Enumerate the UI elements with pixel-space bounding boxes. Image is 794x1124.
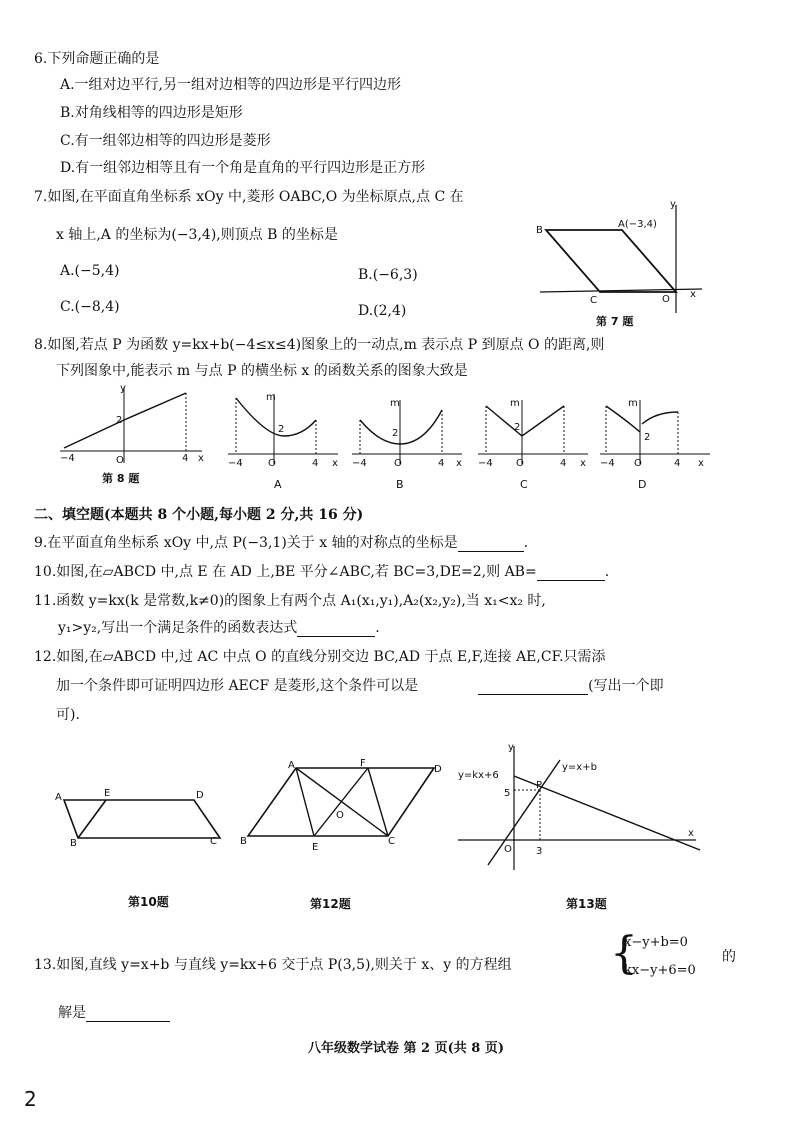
svg-text:O: O: [268, 458, 276, 469]
svg-text:C: C: [388, 836, 395, 847]
fig12: [238, 754, 458, 910]
q7-figure: [530, 195, 710, 330]
line-y-kx-b: [64, 393, 186, 448]
svg-text:3: 3: [536, 846, 543, 857]
svg-text:−4: −4: [60, 453, 75, 464]
q11-line1: 11.函数 y=kx(k 是常数,k≠0)的图象上有两个点 A₁(x₁,y₁),A₂(x₂,y₂),当 x₁<x₂ 时,: [34, 593, 546, 609]
section2-title: 二、填空题(本题共 8 个小题,每小题 2 分,共 16 分): [34, 507, 364, 523]
svg-text:E: E: [104, 788, 111, 799]
q8-graph-a: [226, 390, 341, 490]
fig10-caption: 第10题: [128, 895, 169, 909]
svg-text:P: P: [536, 780, 543, 791]
q7-option-d: D.(2,4): [358, 303, 407, 319]
q7-line1: 7.如图,在平面直角坐标系 xOy 中,菱形 OABC,O 为坐标原点,点 C 在: [34, 189, 464, 205]
svg-text:m: m: [628, 398, 638, 409]
fig13-caption: 第13题: [566, 897, 607, 911]
svg-text:B: B: [70, 838, 77, 849]
q13-eq2: kx−y+6=0: [624, 963, 696, 978]
q9-answer-blank[interactable]: [458, 537, 524, 552]
svg-text:y: y: [120, 383, 126, 394]
q8-graph-c: [476, 396, 591, 491]
q8-caption-c: C: [520, 478, 528, 491]
q12-line1: 12.如图,在▱ABCD 中,过 AC 中点 O 的直线分别交边 BC,AD 于点 E,F,连接 AE,CF.只需添: [34, 649, 606, 665]
svg-text:D: D: [434, 764, 442, 775]
svg-text:4: 4: [182, 453, 189, 464]
q6-stem: 6.下列命题正确的是: [34, 51, 160, 67]
fig12-caption: 第12题: [310, 897, 351, 911]
svg-text:m: m: [266, 392, 276, 403]
svg-text:−4: −4: [600, 458, 615, 469]
q8-caption-main: 第 8 题: [102, 472, 140, 485]
q13-text: 13.如图,直线 y=x+b 与直线 y=kx+6 交于点 P(3,5),则关于 x、y 的方程组: [34, 957, 512, 973]
q13-answer-line: 解是: [58, 1004, 170, 1022]
q8-caption-d: D: [638, 478, 647, 491]
q13-eq1: x−y+b=0: [624, 935, 688, 950]
svg-text:2: 2: [392, 428, 399, 439]
svg-text:A: A: [55, 792, 62, 803]
q11-answer-blank[interactable]: [297, 622, 375, 637]
svg-text:y: y: [508, 742, 514, 753]
q11-line2: y₁>y₂,写出一个满足条件的函数表达式 .: [58, 620, 380, 636]
page-footer: 八年级数学试卷 第 2 页(共 8 页): [308, 1041, 505, 1056]
svg-text:2: 2: [116, 415, 123, 426]
q7-option-a: A.(−5,4): [60, 263, 120, 279]
svg-text:4: 4: [438, 458, 445, 469]
q7-option-c: C.(−8,4): [60, 299, 120, 315]
svg-text:C: C: [210, 836, 217, 847]
q13-tail: 的: [722, 949, 736, 965]
line-y-x-b: [488, 760, 560, 865]
q6-option-b: B.对角线相等的四边形是矩形: [60, 105, 243, 121]
q8-graph-d: [598, 396, 713, 491]
q7-label-c: C: [590, 295, 597, 306]
svg-text:2: 2: [278, 424, 285, 435]
q8-graph-main: [58, 383, 208, 488]
svg-text:−4: −4: [478, 458, 493, 469]
svg-text:4: 4: [312, 458, 319, 469]
svg-text:y=x+b: y=x+b: [562, 762, 597, 773]
svg-text:F: F: [360, 758, 366, 769]
svg-text:y=kx+6: y=kx+6: [458, 770, 499, 781]
q9: 9.在平面直角坐标系 xOy 中,点 P(−3,1)关于 x 轴的对称点的坐标是 .: [34, 535, 529, 551]
q7-label-a: A(−3,4): [618, 219, 657, 230]
svg-text:x: x: [698, 458, 704, 469]
svg-text:x: x: [580, 458, 586, 469]
q8-line2: 下列图象中,能表示 m 与点 P 的横坐标 x 的函数关系的图象大致是: [56, 363, 468, 379]
rhombus-oabc: [546, 230, 676, 292]
svg-text:O: O: [394, 458, 402, 469]
svg-text:4: 4: [560, 458, 567, 469]
q7-caption: 第 7 题: [596, 315, 634, 328]
q7-label-b: B: [536, 225, 543, 236]
q10-answer-blank[interactable]: [537, 566, 605, 581]
q7-option-b: B.(−6,3): [358, 267, 418, 283]
svg-text:E: E: [312, 842, 319, 853]
svg-text:D: D: [196, 790, 204, 801]
q13-brace: {: [610, 928, 638, 979]
svg-text:O: O: [634, 458, 642, 469]
q8-graph-b: [350, 396, 465, 491]
svg-text:O: O: [516, 458, 524, 469]
svg-text:x: x: [332, 458, 338, 469]
svg-text:O: O: [336, 810, 344, 821]
svg-text:2: 2: [514, 422, 521, 433]
q10: 10.如图,在▱ABCD 中,点 E 在 AD 上,BE 平分∠ABC,若 BC=3,DE=2,则 AB= .: [34, 564, 610, 580]
svg-text:O: O: [504, 844, 512, 855]
q12-answer-blank[interactable]: [478, 680, 588, 695]
q13-answer-blank[interactable]: [86, 1007, 170, 1022]
q12-line3: 可).: [56, 707, 80, 723]
svg-text:A: A: [288, 760, 295, 771]
svg-text:x: x: [456, 458, 462, 469]
svg-text:x: x: [688, 828, 694, 839]
q6-option-c: C.有一组邻边相等的四边形是菱形: [60, 133, 271, 149]
svg-text:B: B: [240, 836, 247, 847]
q7-label-x: x: [690, 289, 696, 300]
q7-label-y: y: [670, 199, 676, 210]
svg-text:2: 2: [644, 432, 651, 443]
q12-line2: 加一个条件即可证明四边形 AECF 是菱形,这个条件可以是 (写出一个即: [56, 678, 664, 694]
page-number: 2: [24, 1087, 37, 1111]
svg-text:4: 4: [674, 458, 681, 469]
svg-text:m: m: [390, 398, 400, 409]
q7-label-o: O: [662, 294, 670, 305]
q8-line1: 8.如图,若点 P 为函数 y=kx+b(−4≤x≤4)图象上的一动点,m 表示点 P 到原点 O 的距离,则: [34, 337, 605, 353]
svg-text:−4: −4: [352, 458, 367, 469]
q7-line2: x 轴上,A 的坐标为(−3,4),则顶点 B 的坐标是: [56, 227, 338, 243]
fig13: [452, 740, 702, 912]
svg-text:x: x: [198, 453, 204, 464]
q6-option-a: A.一组对边平行,另一组对边相等的四边形是平行四边形: [60, 77, 402, 93]
q8-caption-a: A: [274, 478, 282, 491]
fig10: [52, 780, 227, 908]
svg-text:−4: −4: [228, 458, 243, 469]
q8-caption-b: B: [396, 478, 404, 491]
q6-option-d: D.有一组邻边相等且有一个角是直角的平行四边形是正方形: [60, 160, 426, 176]
svg-text:5: 5: [504, 788, 511, 799]
svg-text:O: O: [116, 455, 124, 466]
svg-text:m: m: [510, 398, 520, 409]
